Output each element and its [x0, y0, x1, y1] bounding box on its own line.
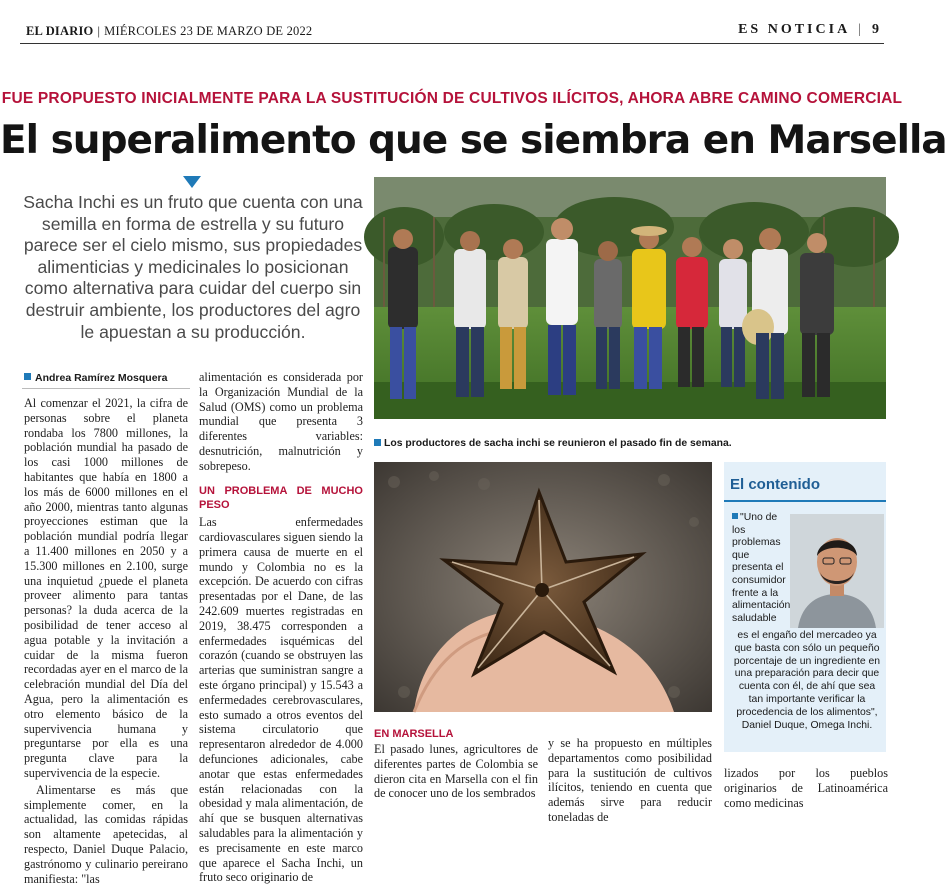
text-column-1	[24, 396, 188, 886]
paragraph: Al comenzar el 2021, la cifra de personas sobre el planeta rondaba los 7800 millones, la población mundial ha pasado de los casi 1000 millones de habitantes que había en 1800 a los más de 6000 millones en el año 2000, mientras tanto algunas proyecciones estiman que la población mundial podría llegar a 11.400 millones en 2050 y a 15.300 millones en 2.100, surge una inquietud ¿puede el planeta proveer alimento para tantas personas? la duda acerca de la posibilidad de tener acceso al agua potable y la invitación a cuidar de la misma fueron recordadas ayer en el marco de la celebración mundial del Día del Agua, pero la alimentación es otro elemento básico de la supervivencia humana y preguntarse por ella es una pregunta clave para la supervivencia de la especie.	[24, 396, 188, 780]
newspaper-name: EL DIARIO	[26, 24, 94, 38]
header-rule	[20, 43, 884, 44]
portrait-photo	[790, 514, 884, 628]
portrait-illustration	[790, 514, 884, 628]
square-bullet-icon	[732, 513, 738, 519]
section-separator: |	[858, 22, 864, 37]
text-column-2	[199, 370, 363, 885]
lead-arrow-icon	[183, 176, 201, 188]
photo-caption-text: Los productores de sacha inchi se reunieron el pasado fin de semana.	[384, 438, 732, 449]
paragraph: Las enfermedades cardiovasculares siguen siendo la primera causa de muerte en el mundo y Colombia no es la excepción. De acuerdo con cifras presentadas por el Dane, de las 242.609 muertes registradas en 2019, 38.475 corresponden a enfermedades isquémicas del corazón (cuando se obstruyen las arterias que suministran sangre a este órgano principal) y 15.543 a enfermedades cerebrovasculares, esto sumado a otros eventos del sistema circulatorio que representaron alrededor de 4.000 defunciones adicionales, cabe anotar que estas enfermedades están relacionadas con la obesidad y mala alimentación, de ahí que se busquen alternativas saludables para la alimentación y es precisamente en este marco que aparece el Sacha Inchi, un fruto seco originario de	[199, 515, 363, 885]
sidebar-quote-start-text: "Uno de los problemas que presenta el consumidor frente a la alimentación saludable	[732, 512, 791, 624]
square-bullet-icon	[24, 373, 31, 380]
byline	[24, 372, 167, 384]
square-bullet-icon	[374, 439, 381, 446]
issue-date: MIÉRCOLES 23 DE MARZO DE 2022	[104, 24, 313, 38]
sidebar-rule	[724, 500, 886, 502]
article-headline: El superalimento que se siembra en Marsella	[0, 118, 947, 163]
article-kicker: FUE PROPUESTO INICIALMENTE PARA LA SUSTITUCIÓN DE CULTIVOS ILÍCITOS, AHORA ABRE CAMINO COMERCIAL	[1, 90, 903, 107]
section-subhead-marsella: EN MARSELLA	[374, 728, 454, 740]
header-right	[738, 22, 882, 38]
paragraph: lizados por los pueblos originarios de Latinoamérica como medicinas	[724, 766, 888, 810]
section-name: ES NOTICIA	[738, 22, 851, 37]
paragraph: alimentación es considerada por la Organización Mundial de la Salud (OMS) como un problema mundial que presenta 3 diferentes variables: desnutrición, malnutrición y sobrepeso.	[199, 370, 363, 473]
group-photo	[374, 177, 886, 419]
seed-photo	[374, 462, 712, 712]
photo-caption	[374, 438, 732, 449]
page-number: 9	[872, 22, 882, 37]
paragraph: y se ha propuesto en múltiples departamentos como posibilidad para la sustitución de cultivos ilícitos, teniendo en cuenta que además sirve para reducir toneladas de	[548, 736, 712, 824]
sidebar-title: El contenido	[730, 476, 820, 493]
byline-rule	[22, 388, 190, 389]
section-subhead: UN PROBLEMA DE MUCHO PESO	[199, 484, 363, 512]
paragraph: Alimentarse es más que simplemente comer, en la actualidad, las comidas rápidas son altamente apetecidas, al respecto, Daniel Duque Palacio, gastrónomo y culinario pereirano manifiesta: "las	[24, 782, 188, 886]
text-column-3	[374, 742, 538, 801]
article-lead: Sacha Inchi es un fruto que cuenta con una semilla en forma de estrella y su futuro parece ser el cielo mismo, sus propiedades alimenticias y medicinales lo posicionan como alternativa para cuidar del cuerpo sin destruir ambiente, los productores del agro le apuestan a su producción.	[23, 192, 363, 342]
group-photo-illustration	[374, 177, 886, 419]
header-separator: |	[97, 24, 101, 38]
paragraph: El pasado lunes, agricultores de diferentes partes de Colombia se dieron cita en Marsella con el fin de conocer uno de los sembrados	[374, 742, 538, 801]
sidebar-quote-end: es el engaño del mercadeo ya que basta con sólo un pequeño porcentaje de un ingrediente en una preparación para decir que cuenta con él, de ahí que sea tan importante verificar la procedencia de los alimentos", Daniel Duque, Omega Inchi.	[733, 630, 881, 731]
text-column-5	[724, 766, 888, 810]
sidebar-quote-start	[732, 512, 791, 625]
star-seed-illustration	[374, 462, 712, 712]
text-column-4	[548, 736, 712, 824]
page-header	[20, 18, 884, 44]
sidebar-box	[724, 462, 886, 752]
byline-author: Andrea Ramírez Mosquera	[35, 372, 168, 384]
header-left	[26, 24, 312, 39]
